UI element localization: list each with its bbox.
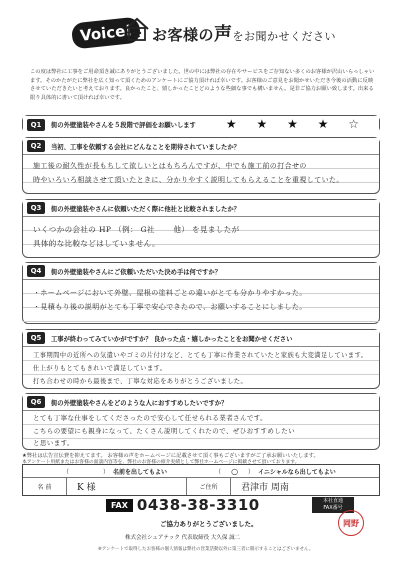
paren-close: ） bbox=[248, 468, 255, 476]
title-big: 声 bbox=[214, 24, 233, 45]
fax-number: 0438-38-3310 bbox=[136, 496, 260, 514]
question-3-answer bbox=[23, 217, 379, 257]
option-initial[interactable]: イニシャルなら出してもよい bbox=[258, 468, 336, 476]
name-label: 名 前 bbox=[23, 478, 67, 495]
question-2-text: 当初、工事を依頼する会社にどんなことを期待されていましたか？ bbox=[51, 143, 240, 151]
answer-line: とても丁寧な仕事をしてくださったので安心して任せられる業者さんです。 bbox=[33, 414, 268, 422]
page-title bbox=[152, 20, 336, 46]
paren-close: ） bbox=[103, 468, 110, 476]
fax-side-line: 本社直通 bbox=[322, 498, 343, 504]
paren-open: （ bbox=[215, 468, 222, 476]
question-6-header bbox=[23, 394, 379, 411]
fax-side-line: FAX番号 bbox=[323, 505, 343, 511]
answer-line: いくつかの会社の HP （例： G社 他） を見ましたが bbox=[33, 225, 240, 234]
fax-label: FAX bbox=[106, 499, 133, 512]
title-mid: をお聞かせください bbox=[232, 30, 337, 43]
paren-open: （ bbox=[63, 468, 70, 476]
answer-line: 施工後の耐久性が長もちして欲しいとはもちろんですが、中でも施工前の打合せの bbox=[33, 162, 307, 170]
question-2-answer bbox=[23, 155, 379, 193]
question-5-number: Q5 bbox=[27, 332, 45, 344]
question-1-text: 街の外壁塗装やさんを５段階で評価をお願いします bbox=[51, 122, 196, 129]
option-name[interactable]: 名前を出してもよい bbox=[113, 468, 168, 476]
publish-options bbox=[23, 465, 379, 478]
answer-line: 時やいろいろ相談させて頂いたときに、分かりやすく説明してもらえることを重視していた。 bbox=[33, 176, 344, 184]
name-address-row bbox=[23, 478, 379, 495]
fax-bar bbox=[106, 497, 306, 513]
question-4-header bbox=[23, 263, 379, 280]
address-value: 君津市 周南 bbox=[241, 483, 289, 493]
company-name: 株式会社シェアテック 代表取締役 大久保 誠二 bbox=[125, 535, 241, 541]
title-pre: お客様の bbox=[152, 26, 215, 44]
question-5-header bbox=[23, 330, 379, 347]
answer-line: 工事期間中の近所への気遣いやゴミの片付けなど、とても丁寧に作業されていたと家族も大変満足しています。 bbox=[33, 352, 368, 359]
question-3-number: Q3 bbox=[27, 202, 45, 214]
question-1 bbox=[22, 115, 380, 133]
circle-mark: ○ bbox=[231, 466, 239, 476]
question-1-number: Q1 bbox=[27, 119, 45, 131]
question-6-answer bbox=[23, 411, 379, 449]
question-3 bbox=[22, 199, 380, 258]
answer-line: 具体的な比較などはしていません。 bbox=[33, 239, 160, 248]
privacy-disclaimer: ※アンケートで取得したお客様の個人情報は弊社の営業活動以外に第三者に開示することはございません。 bbox=[98, 547, 314, 552]
question-6 bbox=[22, 393, 380, 450]
answer-line: こちらの要望にも親身になって、たくさん説明してくれたので、ぜひおすすめしたい bbox=[33, 426, 296, 435]
stars-filled: ★ ★ ★ ★ bbox=[225, 117, 337, 131]
question-5-text: 工事が終わってみていかがですか？ 良かった点・嬉しかったことをお聞かせください bbox=[51, 335, 293, 343]
answer-line: と思います。 bbox=[33, 439, 74, 447]
voice-badge: Voice! bbox=[71, 17, 142, 50]
address-label: ご住所 bbox=[187, 478, 231, 495]
answer-line: 打ち合わせの時から最後まで、丁寧な対応をありがとうございました。 bbox=[33, 378, 248, 385]
answer-line: ・見積もり後の説明がとても丁寧で安心できたので、お願いすることにしました。 bbox=[33, 303, 307, 311]
question-5 bbox=[22, 329, 380, 389]
question-6-number: Q6 bbox=[27, 396, 45, 408]
star-empty-icon: ☆ bbox=[348, 117, 367, 131]
note-line: 本アンケート用紙またはお客様の面談内容等を、弊社のお客様の紹介実績として弊社ホームページに掲載させて頂いております。 bbox=[22, 460, 300, 465]
question-4-answer bbox=[23, 280, 379, 323]
house-icon bbox=[124, 16, 150, 42]
question-3-text: 街の外壁塗装やさんに依頼いただく際に他社と比較されましたか？ bbox=[51, 205, 240, 213]
answer-line: ・ホームページにおいて外壁、屋根の塗料ごとの違いがとても分かりやすかった。 bbox=[33, 289, 307, 297]
thanks-text: ご協力ありがとうございました。 bbox=[160, 520, 258, 528]
question-3-header bbox=[23, 200, 379, 217]
question-2-number: Q2 bbox=[27, 140, 45, 152]
question-4-text: 街の外壁塗装やさんにご依頼いただいた決め手は何ですか？ bbox=[51, 268, 222, 276]
question-4 bbox=[22, 262, 380, 324]
question-6-text: 街の外壁塗装やさんをどのような人におすすめしたいですか？ bbox=[51, 399, 228, 407]
star-rating bbox=[226, 117, 367, 131]
question-2-header bbox=[23, 138, 379, 155]
seal-stamp-icon: 岡野 bbox=[338, 510, 364, 536]
name-value: K 様 bbox=[67, 478, 187, 495]
respondent-info bbox=[22, 464, 380, 496]
question-5-answer bbox=[23, 347, 379, 388]
answer-line: 仕上がりもとてもきれいで満足しています。 bbox=[33, 365, 167, 372]
intro-text: この度は弊社に工事をご用命頂き誠にありがとうございました。世の中には弊社の存在やサービスをご存知ない多くのお客様が沢山いらっしゃいます。そのかたがたに弊社を広く知って頂くためのアンケートにご協力頂ければ幸いです。お客様のご意見をお聞かせいただき今後の活動に反映させていただきたいと考えております。良かったこと、嬉しかったことどのような些細な事でも構いません。是非ご協力お願い致します。出来る限り具体的に書いて頂ければ幸いです。 bbox=[30, 69, 375, 101]
header bbox=[0, 0, 400, 64]
question-2 bbox=[22, 137, 380, 194]
note-line: ★弊社は広告宣伝費を抑えてます。 お客様の声をホームページに記載させて頂く事もございますがご了承お願いいたします。 bbox=[22, 453, 319, 459]
question-4-number: Q4 bbox=[27, 265, 45, 277]
